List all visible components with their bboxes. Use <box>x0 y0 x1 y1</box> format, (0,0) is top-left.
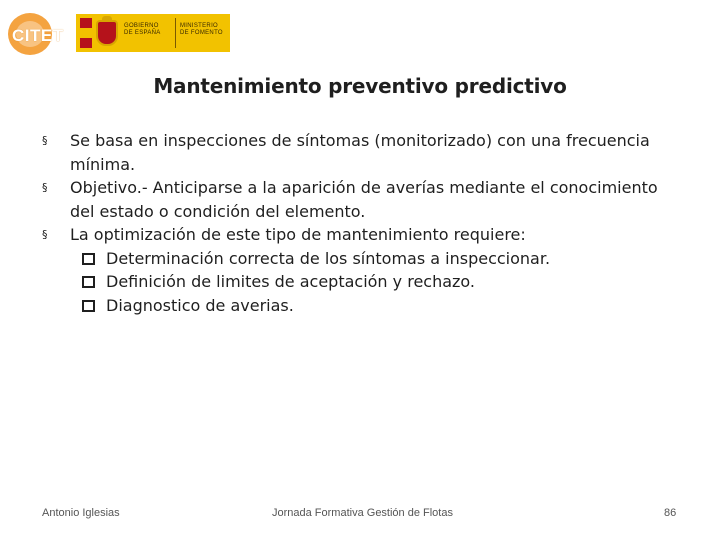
bullet-marker-icon: § <box>42 228 48 241</box>
sub-bullet-item <box>42 294 682 318</box>
slide-content <box>42 129 682 317</box>
citet-logo-text: CITET <box>12 26 64 45</box>
sub-bullet-item <box>42 270 682 294</box>
citet-logo <box>6 9 66 59</box>
sub-bullet-text: Diagnostico de averias. <box>106 295 294 315</box>
coat-of-arms-icon <box>96 20 118 46</box>
checkbox-bullet-icon <box>82 300 95 312</box>
bullet-text: Objetivo.- Anticiparse a la aparición de averías mediante el conocimiento del estado o condición del elemento. <box>70 178 658 221</box>
bullet-item <box>42 129 682 176</box>
logo-divider <box>175 18 176 48</box>
page-number: 86 <box>664 507 677 519</box>
checkbox-bullet-icon <box>82 253 95 265</box>
slide-title: Mantenimiento preventivo predictivo <box>153 74 567 98</box>
bullet-marker-icon: § <box>42 181 48 194</box>
sub-bullet-item <box>42 247 682 271</box>
spain-flag-icon <box>80 18 92 48</box>
sub-bullet-text: Definición de limites de aceptación y rechazo. <box>106 272 476 291</box>
ministerio-label: MINISTERIO DE FOMENTO <box>180 23 223 36</box>
checkbox-bullet-icon <box>82 276 95 288</box>
sub-bullet-text: Determinación correcta de los síntomas a inspeccionar. <box>106 248 551 268</box>
bullet-item <box>42 223 682 247</box>
gobierno-label: GOBIERNO DE ESPAÑA <box>124 23 161 36</box>
bullet-marker-icon: § <box>42 134 48 147</box>
bullet-text: La optimización de este tipo de mantenimiento requiere: <box>70 225 526 244</box>
gobierno-espana-logo <box>76 14 230 52</box>
footer-event: Jornada Formativa Gestión de Flotas <box>272 507 453 519</box>
bullet-text: Se basa en inspecciones de síntomas (monitorizado) con una frecuencia mínima. <box>70 131 650 174</box>
footer-author: Antonio Iglesias <box>42 507 120 519</box>
bullet-item <box>42 176 682 223</box>
